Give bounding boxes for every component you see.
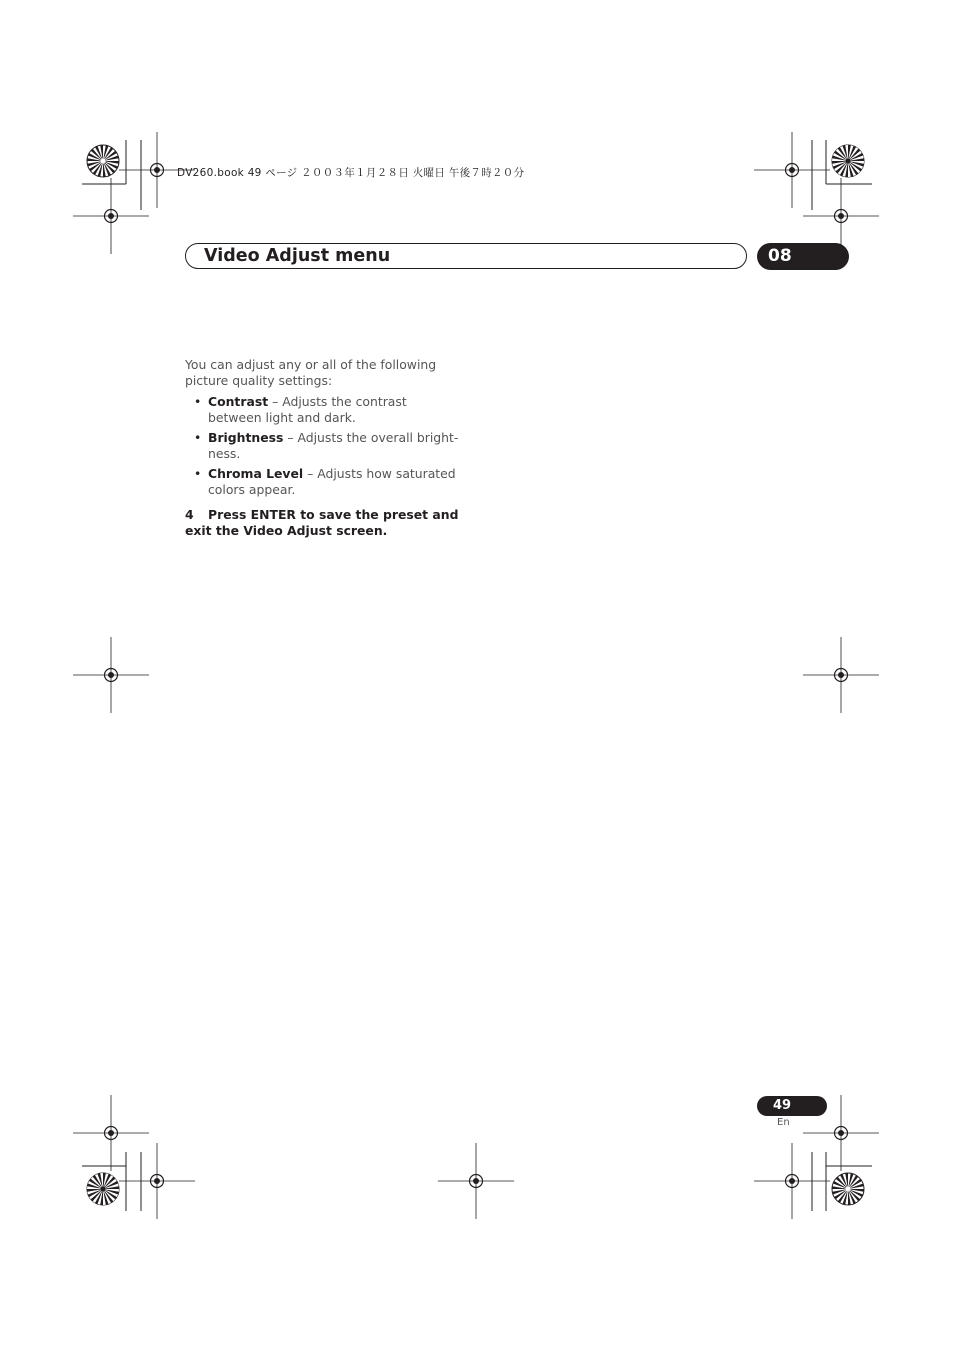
setting-description: – Adjusts how saturated colors appear.: [208, 466, 456, 497]
page-number: 49: [773, 1098, 792, 1113]
file-header: DV260.book 49 ページ ２００３年１月２８日 火曜日 午後７時２０分: [177, 167, 525, 179]
language-code: En: [777, 1117, 790, 1128]
chapter-number: 08: [768, 246, 792, 266]
step-number: 4: [185, 507, 194, 522]
registration-star-icon: [832, 145, 864, 177]
page-number-badge: [757, 1096, 827, 1116]
step-instruction: [185, 507, 460, 539]
registration-crosshair-icon: [73, 1095, 149, 1171]
registration-crosshair-icon: [73, 637, 149, 713]
registration-crosshair-icon: [803, 637, 879, 713]
setting-term: Chroma Level: [208, 466, 304, 481]
chapter-badge: [757, 243, 849, 270]
bullet-icon: •: [194, 394, 202, 409]
registration-crosshair-icon: [754, 1143, 830, 1219]
registration-crosshair-icon: [119, 1143, 195, 1219]
list-item: [185, 394, 460, 426]
setting-description: – Adjusts the overall bright-ness.: [208, 430, 459, 461]
list-item: [185, 430, 460, 462]
bullet-icon: •: [194, 466, 202, 481]
registration-star-icon: [87, 1173, 119, 1205]
settings-list: [185, 394, 460, 498]
registration-star-icon: [87, 145, 119, 177]
registration-crosshair-icon: [754, 132, 830, 208]
intro-paragraph: You can adjust any or all of the following picture quality settings:: [185, 357, 437, 388]
registration-crosshair-icon: [438, 1143, 514, 1219]
registration-crosshair-icon: [73, 178, 149, 254]
setting-description: – Adjusts the contrast between light and dark.: [208, 394, 407, 425]
registration-star-icon: [832, 1173, 864, 1205]
body-text: [185, 357, 460, 539]
section-title-bar: [185, 243, 747, 269]
section-title: Video Adjust menu: [204, 246, 391, 266]
setting-term: Contrast: [208, 394, 269, 409]
step-text: Press ENTER to save the preset and exit the Video Adjust screen.: [185, 507, 459, 538]
list-item: [185, 466, 460, 498]
setting-term: Brightness: [208, 430, 284, 445]
bullet-icon: •: [194, 430, 202, 445]
